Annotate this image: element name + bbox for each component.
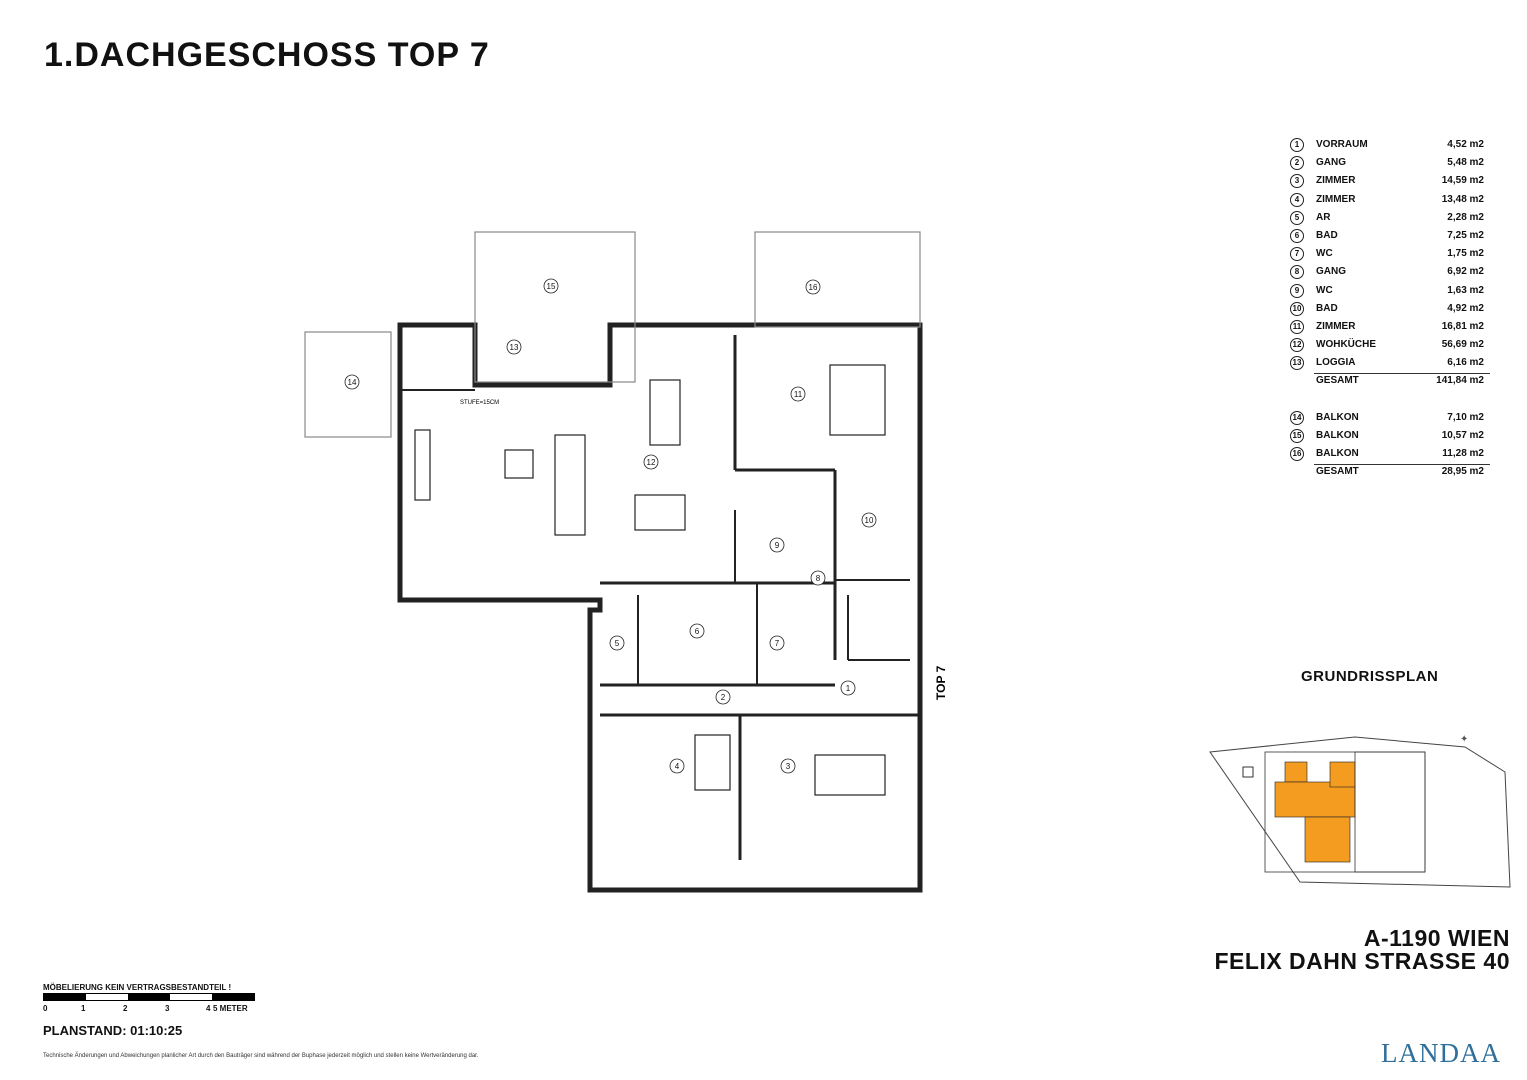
total-row <box>1290 464 1490 482</box>
room-number: 2 <box>1290 156 1304 170</box>
stufe-label: STUFE=15CM <box>460 400 500 406</box>
room-number: 16 <box>1290 447 1304 461</box>
scale-bar <box>43 993 255 1001</box>
scale-label: 4 <box>206 1004 211 1013</box>
room-area: 1,75 m2 <box>1447 248 1484 260</box>
room-number: 6 <box>1290 229 1304 243</box>
room-marker-label: 1 <box>845 684 851 693</box>
room-number: 8 <box>1290 265 1304 279</box>
total-area: 141,84 m2 <box>1436 375 1484 387</box>
room-number: 1 <box>1290 138 1304 152</box>
room-schedule <box>1290 137 1490 482</box>
room-number: 11 <box>1290 320 1304 334</box>
room-marker-label: 4 <box>674 762 680 771</box>
total-label: GESAMT <box>1316 466 1359 478</box>
room-name: BALKON <box>1316 448 1359 459</box>
room-marker-label: 13 <box>509 343 519 352</box>
floor-plan <box>300 225 948 890</box>
room-name: LOGGIA <box>1316 357 1356 369</box>
landaa-logo: LANDAA <box>1381 1038 1501 1068</box>
room-row <box>1290 446 1490 464</box>
room-row <box>1290 355 1490 373</box>
room-number: 7 <box>1290 247 1304 261</box>
room-row <box>1290 301 1490 319</box>
room-number: 4 <box>1290 193 1304 207</box>
room-number: 5 <box>1290 211 1304 225</box>
room-area: 56,69 m2 <box>1441 339 1484 351</box>
room-name: GANG <box>1316 157 1346 169</box>
room-name: WOHKÜCHE <box>1316 339 1376 351</box>
total-label: GESAMT <box>1316 375 1359 387</box>
room-name: WC <box>1316 248 1333 260</box>
balcony-16 <box>755 232 920 327</box>
room-marker-label: 10 <box>864 516 874 525</box>
room-row <box>1290 264 1490 282</box>
room-marker-label: 6 <box>694 627 700 636</box>
room-number: 13 <box>1290 356 1304 370</box>
room-name: AR <box>1316 211 1331 223</box>
scale-label: 2 <box>123 1004 128 1013</box>
room-marker-label: 2 <box>720 693 726 702</box>
room-area: 5,48 m2 <box>1447 157 1484 169</box>
room-marker-label: 16 <box>808 283 818 292</box>
total-row <box>1290 373 1490 391</box>
room-area: 16,81 m2 <box>1441 320 1484 332</box>
room-marker-label: 8 <box>815 574 821 583</box>
room-marker-label: 14 <box>347 378 357 387</box>
top-marker-label: TOP 7 <box>934 665 948 700</box>
grundrissplan-label: GRUNDRISSPLAN <box>1301 668 1439 685</box>
room-row <box>1290 173 1490 191</box>
address-street: FELIX DAHN STRASSE 40 <box>1214 948 1510 974</box>
room-area: 6,92 m2 <box>1447 266 1484 278</box>
furniture-note: MÖBELIERUNG KEIN VERTRAGSBESTANDTEIL ! <box>43 983 232 992</box>
north-arrow-icon: ✦ <box>1460 734 1469 745</box>
total-area: 28,95 m2 <box>1441 466 1484 478</box>
room-marker-label: 9 <box>774 541 780 550</box>
room-marker-label: 11 <box>793 390 803 399</box>
room-marker-label: 12 <box>646 458 656 467</box>
room-area: 10,57 m2 <box>1441 429 1484 441</box>
room-area: 11,28 m2 <box>1442 448 1484 459</box>
address-city: A-1190 WIEN <box>1363 925 1510 951</box>
page-title: 1.DACHGESCHOSS TOP 7 <box>44 36 490 74</box>
room-marker-label: 5 <box>614 639 620 648</box>
room-number: 12 <box>1290 338 1304 352</box>
room-area: 4,52 m2 <box>1447 139 1484 150</box>
room-area: 2,28 m2 <box>1447 211 1484 223</box>
room-area: 1,63 m2 <box>1447 284 1484 296</box>
room-row <box>1290 228 1490 246</box>
room-name: BALKON <box>1316 429 1359 441</box>
room-marker-label: 7 <box>774 639 780 648</box>
outer-wall <box>400 325 920 890</box>
room-area: 6,16 m2 <box>1447 357 1484 369</box>
highlight-top7 <box>1275 762 1355 862</box>
room-number: 14 <box>1290 411 1304 425</box>
room-marker-label: 15 <box>546 282 556 291</box>
room-row <box>1290 192 1490 210</box>
room-name: ZIMMER <box>1316 320 1356 332</box>
scale-label: 1 <box>81 1004 86 1013</box>
room-area: 7,25 m2 <box>1447 229 1484 241</box>
planstand: PLANSTAND: 01:10:25 <box>43 1023 183 1038</box>
room-number: 15 <box>1290 429 1304 443</box>
scale-label: 0 <box>43 1004 48 1013</box>
room-number: 9 <box>1290 284 1304 298</box>
room-name: WC <box>1316 284 1333 296</box>
room-row <box>1290 155 1490 173</box>
room-row <box>1290 428 1490 446</box>
room-name: BAD <box>1316 229 1338 241</box>
scale-label: 5 METER <box>213 1004 248 1013</box>
room-row <box>1290 283 1490 301</box>
room-row <box>1290 210 1490 228</box>
scale-label: 3 <box>165 1004 170 1013</box>
room-marker-label: 3 <box>785 762 791 771</box>
room-row <box>1290 246 1490 264</box>
room-row <box>1290 137 1490 155</box>
room-row <box>1290 319 1490 337</box>
room-name: ZIMMER <box>1316 193 1356 205</box>
room-row <box>1290 410 1490 428</box>
room-number: 10 <box>1290 302 1304 316</box>
room-name: VORRAUM <box>1316 139 1368 150</box>
room-name: GANG <box>1316 266 1346 278</box>
room-name: BAD <box>1316 302 1338 314</box>
site-plan <box>1205 712 1515 892</box>
room-area: 13,48 m2 <box>1441 193 1484 205</box>
room-row <box>1290 337 1490 355</box>
room-number: 3 <box>1290 174 1304 188</box>
room-area: 14,59 m2 <box>1441 175 1484 187</box>
disclaimer: Technische Änderungen und Abweichungen planlicher Art durch den Bauträger sind während der Buphase jederzeit möglich und stellen keine Wertveränderung dar. <box>43 1053 479 1059</box>
room-name: BALKON <box>1316 411 1359 423</box>
room-name: ZIMMER <box>1316 175 1356 187</box>
room-area: 7,10 m2 <box>1447 411 1484 423</box>
room-area: 4,92 m2 <box>1447 302 1484 314</box>
